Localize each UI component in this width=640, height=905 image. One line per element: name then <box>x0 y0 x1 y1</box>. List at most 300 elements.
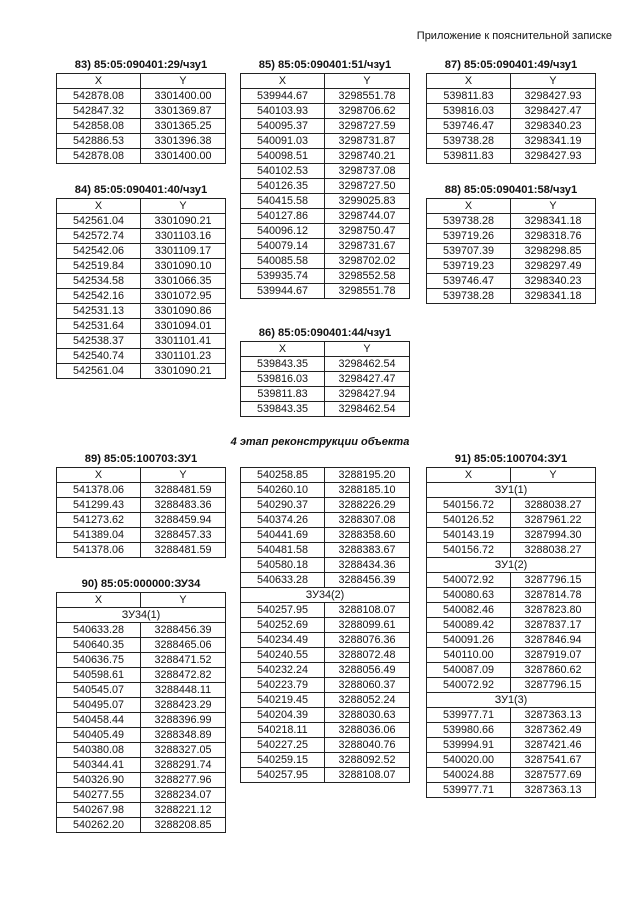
y-coordinate: 3288052.24 <box>325 693 410 708</box>
coordinate-row <box>241 483 410 498</box>
coordinate-row <box>427 618 596 633</box>
parcel-block-86 <box>240 326 410 417</box>
y-coordinate: 3298341.19 <box>511 134 596 149</box>
y-column-header: Y <box>141 593 226 608</box>
x-coordinate: 542858.08 <box>57 119 141 134</box>
x-coordinate: 540441.69 <box>241 528 325 543</box>
y-coordinate: 3288307.08 <box>325 513 410 528</box>
x-coordinate: 539738.28 <box>427 289 511 304</box>
coordinate-row <box>57 743 226 758</box>
y-column-header: Y <box>325 74 410 89</box>
parcel-block-85 <box>240 58 410 299</box>
coordinate-row <box>241 513 410 528</box>
coordinate-row <box>57 638 226 653</box>
y-coordinate: 3298551.78 <box>325 284 410 299</box>
header-row <box>57 468 226 483</box>
x-coordinate: 540219.45 <box>241 693 325 708</box>
coordinate-row <box>57 498 226 513</box>
coordinates-table <box>56 467 226 558</box>
coordinate-row <box>241 89 410 104</box>
x-coordinate: 540102.53 <box>241 164 325 179</box>
x-coordinate: 542542.06 <box>57 244 141 259</box>
coordinates-table <box>426 467 596 798</box>
y-coordinate: 3288108.07 <box>325 768 410 783</box>
y-coordinate: 3288456.39 <box>325 573 410 588</box>
header-row <box>241 74 410 89</box>
coordinates-table <box>56 73 226 164</box>
y-coordinate: 3287919.07 <box>511 648 596 663</box>
y-column-header: Y <box>511 468 596 483</box>
coordinate-row <box>57 623 226 638</box>
parcel-block-90 <box>56 577 226 833</box>
x-coordinate: 540223.79 <box>241 678 325 693</box>
y-coordinate: 3298427.93 <box>511 89 596 104</box>
x-coordinate: 539811.83 <box>241 387 325 402</box>
y-coordinate: 3288481.59 <box>141 483 226 498</box>
coordinate-row <box>241 269 410 284</box>
coordinate-row <box>427 274 596 289</box>
coordinate-row <box>57 229 226 244</box>
y-column-header: Y <box>141 74 226 89</box>
x-coordinate: 540257.95 <box>241 603 325 618</box>
x-coordinate: 542542.16 <box>57 289 141 304</box>
y-coordinate: 3288434.36 <box>325 558 410 573</box>
parcel-block-88 <box>426 183 596 304</box>
coordinate-row <box>427 573 596 588</box>
coordinate-row <box>57 788 226 803</box>
x-coordinate: 539816.03 <box>241 372 325 387</box>
header-row <box>57 593 226 608</box>
x-coordinate: 540258.85 <box>241 468 325 483</box>
y-coordinate: 3287846.94 <box>511 633 596 648</box>
y-coordinate: 3298552.58 <box>325 269 410 284</box>
coordinate-row <box>241 134 410 149</box>
x-coordinate: 540020.00 <box>427 753 511 768</box>
y-column-header: Y <box>141 199 226 214</box>
x-coordinate: 540091.26 <box>427 633 511 648</box>
coordinate-row <box>57 698 226 713</box>
y-coordinate: 3298297.49 <box>511 259 596 274</box>
header-row <box>427 468 596 483</box>
y-coordinate: 3298341.18 <box>511 289 596 304</box>
x-coordinate: 540240.55 <box>241 648 325 663</box>
coordinate-row <box>241 558 410 573</box>
x-coordinate: 540380.08 <box>57 743 141 758</box>
y-coordinate: 3301365.25 <box>141 119 226 134</box>
y-coordinate: 3288291.74 <box>141 758 226 773</box>
x-coordinate: 540633.28 <box>57 623 141 638</box>
coordinates-table <box>240 73 410 299</box>
x-coordinate: 540085.58 <box>241 254 325 269</box>
coordinate-row <box>57 543 226 558</box>
x-coordinate: 542531.64 <box>57 319 141 334</box>
x-coordinate: 540080.63 <box>427 588 511 603</box>
coordinate-row <box>427 528 596 543</box>
coordinate-row <box>427 513 596 528</box>
coordinate-row <box>57 214 226 229</box>
coordinate-row <box>57 364 226 379</box>
coordinate-row <box>427 229 596 244</box>
coordinates-table <box>240 467 410 783</box>
x-coordinate: 542531.13 <box>57 304 141 319</box>
y-coordinate: 3301396.38 <box>141 134 226 149</box>
y-coordinate: 3299025.83 <box>325 194 410 209</box>
y-coordinate: 3287577.69 <box>511 768 596 783</box>
y-coordinate: 3288108.07 <box>325 603 410 618</box>
y-coordinate: 3298427.47 <box>511 104 596 119</box>
coordinate-row <box>57 513 226 528</box>
y-coordinate: 3288358.60 <box>325 528 410 543</box>
x-column-header: X <box>57 593 141 608</box>
x-coordinate: 540143.19 <box>427 528 511 543</box>
x-coordinate: 539719.26 <box>427 229 511 244</box>
y-coordinate: 3288396.99 <box>141 713 226 728</box>
coordinate-row <box>241 768 410 783</box>
x-coordinate: 540598.61 <box>57 668 141 683</box>
x-coordinate: 540024.88 <box>427 768 511 783</box>
subparcel-label: ЗУ34(1) <box>57 608 226 623</box>
coordinate-row <box>57 259 226 274</box>
x-coordinate: 539738.28 <box>427 214 511 229</box>
x-coordinate: 540481.58 <box>241 543 325 558</box>
x-coordinate: 540374.26 <box>241 513 325 528</box>
y-coordinate: 3288185.10 <box>325 483 410 498</box>
x-coordinate: 539944.67 <box>241 284 325 299</box>
y-coordinate: 3298462.54 <box>325 402 410 417</box>
y-coordinate: 3287961.22 <box>511 513 596 528</box>
appendix-note: Приложение к пояснительной записке <box>416 30 612 42</box>
y-coordinate: 3288471.52 <box>141 653 226 668</box>
x-column-header: X <box>57 468 141 483</box>
x-column-header: X <box>57 199 141 214</box>
x-coordinate: 539707.39 <box>427 244 511 259</box>
coordinate-row <box>427 753 596 768</box>
x-coordinate: 540127.86 <box>241 209 325 224</box>
coordinate-row <box>57 349 226 364</box>
y-coordinate: 3288092.52 <box>325 753 410 768</box>
coordinate-row <box>57 304 226 319</box>
x-coordinate: 540580.18 <box>241 558 325 573</box>
subparcel-row <box>427 693 596 708</box>
y-coordinate: 3288459.94 <box>141 513 226 528</box>
x-coordinate: 540072.92 <box>427 678 511 693</box>
y-coordinate: 3301400.00 <box>141 149 226 164</box>
header-row <box>57 199 226 214</box>
y-coordinate: 3288448.11 <box>141 683 226 698</box>
y-coordinate: 3301090.86 <box>141 304 226 319</box>
coordinate-row <box>427 768 596 783</box>
coordinate-row <box>241 209 410 224</box>
x-coordinate: 542538.37 <box>57 334 141 349</box>
x-coordinate: 540277.55 <box>57 788 141 803</box>
y-coordinate: 3287362.49 <box>511 723 596 738</box>
coordinate-row <box>427 603 596 618</box>
y-coordinate: 3298727.59 <box>325 119 410 134</box>
header-row <box>57 74 226 89</box>
x-coordinate: 540636.75 <box>57 653 141 668</box>
y-coordinate: 3298744.07 <box>325 209 410 224</box>
coordinate-row <box>241 357 410 372</box>
coordinate-row <box>427 104 596 119</box>
y-coordinate: 3301090.21 <box>141 364 226 379</box>
x-coordinate: 539944.67 <box>241 89 325 104</box>
coordinate-row <box>57 818 226 833</box>
header-row <box>427 199 596 214</box>
y-coordinate: 3288221.12 <box>141 803 226 818</box>
x-coordinate: 540415.58 <box>241 194 325 209</box>
coordinate-row <box>427 119 596 134</box>
x-coordinate: 540458.44 <box>57 713 141 728</box>
y-coordinate: 3301090.21 <box>141 214 226 229</box>
y-coordinate: 3287796.15 <box>511 678 596 693</box>
x-coordinate: 542847.32 <box>57 104 141 119</box>
y-coordinate: 3288060.37 <box>325 678 410 693</box>
coordinate-row <box>241 573 410 588</box>
x-coordinate: 540110.00 <box>427 648 511 663</box>
x-coordinate: 540290.37 <box>241 498 325 513</box>
coordinate-row <box>57 758 226 773</box>
y-coordinate: 3301066.35 <box>141 274 226 289</box>
y-coordinate: 3301090.10 <box>141 259 226 274</box>
y-coordinate: 3288481.59 <box>141 543 226 558</box>
x-coordinate: 539816.03 <box>427 104 511 119</box>
coordinate-row <box>241 254 410 269</box>
x-coordinate: 542886.53 <box>57 134 141 149</box>
y-coordinate: 3288348.89 <box>141 728 226 743</box>
y-coordinate: 3287837.17 <box>511 618 596 633</box>
block-title: 83) 85:05:090401:29/чзу1 <box>74 59 208 71</box>
coordinate-row <box>241 119 410 134</box>
coordinate-row <box>241 164 410 179</box>
y-coordinate: 3298462.54 <box>325 357 410 372</box>
stage-title: 4 этап реконструкции объекта <box>230 436 410 448</box>
x-coordinate: 540227.25 <box>241 738 325 753</box>
coordinate-row <box>57 653 226 668</box>
subparcel-row <box>427 483 596 498</box>
y-coordinate: 3298731.87 <box>325 134 410 149</box>
y-coordinate: 3287814.78 <box>511 588 596 603</box>
y-coordinate: 3298340.23 <box>511 119 596 134</box>
x-coordinate: 542561.04 <box>57 364 141 379</box>
coordinates-table <box>56 592 226 833</box>
y-coordinate: 3298298.85 <box>511 244 596 259</box>
subparcel-row <box>241 588 410 603</box>
coordinate-row <box>57 149 226 164</box>
x-coordinate: 539811.83 <box>427 149 511 164</box>
coordinate-row <box>57 274 226 289</box>
y-coordinate: 3288040.76 <box>325 738 410 753</box>
y-coordinate: 3288327.05 <box>141 743 226 758</box>
coordinate-row <box>427 663 596 678</box>
coordinate-row <box>241 693 410 708</box>
coordinate-row <box>57 668 226 683</box>
x-column-header: X <box>57 74 141 89</box>
y-coordinate: 3288099.61 <box>325 618 410 633</box>
y-coordinate: 3288456.39 <box>141 623 226 638</box>
coordinate-row <box>427 648 596 663</box>
x-coordinate: 540252.69 <box>241 618 325 633</box>
x-coordinate: 541378.06 <box>57 543 141 558</box>
y-coordinate: 3288234.07 <box>141 788 226 803</box>
parcel-block-90-continued <box>240 452 410 783</box>
y-coordinate: 3301369.87 <box>141 104 226 119</box>
y-coordinate: 3298727.50 <box>325 179 410 194</box>
x-coordinate: 540633.28 <box>241 573 325 588</box>
x-coordinate: 540257.95 <box>241 768 325 783</box>
y-coordinate: 3298750.47 <box>325 224 410 239</box>
block-title: 91) 85:05:100704:ЗУ1 <box>454 453 568 465</box>
coordinate-row <box>427 244 596 259</box>
x-coordinate: 540640.35 <box>57 638 141 653</box>
subparcel-row <box>57 608 226 623</box>
x-coordinate: 539746.47 <box>427 274 511 289</box>
coordinate-row <box>57 483 226 498</box>
y-coordinate: 3301400.00 <box>141 89 226 104</box>
coordinates-table <box>426 198 596 304</box>
x-coordinate: 539935.74 <box>241 269 325 284</box>
x-coordinate: 540326.90 <box>57 773 141 788</box>
coordinate-row <box>427 723 596 738</box>
coordinate-row <box>57 104 226 119</box>
y-coordinate: 3288072.48 <box>325 648 410 663</box>
coordinate-row <box>241 104 410 119</box>
x-coordinate: 540156.72 <box>427 543 511 558</box>
coordinate-row <box>241 498 410 513</box>
x-coordinate: 540103.93 <box>241 104 325 119</box>
x-coordinate: 539811.83 <box>427 89 511 104</box>
x-coordinate: 539994.91 <box>427 738 511 753</box>
coordinate-row <box>57 319 226 334</box>
parcel-block-91 <box>426 452 596 798</box>
parcel-block-89 <box>56 452 226 558</box>
coordinate-row <box>57 289 226 304</box>
x-column-header: X <box>427 199 511 214</box>
y-coordinate: 3298740.21 <box>325 149 410 164</box>
y-coordinate: 3288195.20 <box>325 468 410 483</box>
x-coordinate: 542540.74 <box>57 349 141 364</box>
y-coordinate: 3288076.36 <box>325 633 410 648</box>
x-coordinate: 542519.84 <box>57 259 141 274</box>
coordinate-row <box>241 753 410 768</box>
coordinate-row <box>57 773 226 788</box>
x-coordinate: 542561.04 <box>57 214 141 229</box>
coordinate-row <box>241 708 410 723</box>
block-title: 86) 85:05:090401:44/чзу1 <box>258 327 392 339</box>
coordinate-row <box>57 683 226 698</box>
header-row <box>427 74 596 89</box>
block-title: 87) 85:05:090401:49/чзу1 <box>444 59 578 71</box>
y-coordinate: 3288038.27 <box>511 498 596 513</box>
y-coordinate: 3298737.08 <box>325 164 410 179</box>
y-coordinate: 3287421.46 <box>511 738 596 753</box>
x-coordinate: 542534.58 <box>57 274 141 289</box>
coordinate-row <box>241 402 410 417</box>
x-coordinate: 539843.35 <box>241 357 325 372</box>
coordinate-row <box>241 468 410 483</box>
y-column-header: Y <box>325 342 410 357</box>
x-coordinate: 541389.04 <box>57 528 141 543</box>
y-coordinate: 3298427.93 <box>511 149 596 164</box>
y-coordinate: 3298341.18 <box>511 214 596 229</box>
coordinate-row <box>241 723 410 738</box>
coordinate-row <box>57 728 226 743</box>
y-coordinate: 3288036.06 <box>325 723 410 738</box>
header-row <box>241 342 410 357</box>
y-coordinate: 3287541.67 <box>511 753 596 768</box>
x-coordinate: 540545.07 <box>57 683 141 698</box>
y-coordinate: 3301101.23 <box>141 349 226 364</box>
subparcel-label: ЗУ34(2) <box>241 588 410 603</box>
block-title: 89) 85:05:100703:ЗУ1 <box>84 453 198 465</box>
x-coordinate: 540156.72 <box>427 498 511 513</box>
y-coordinate: 3287796.15 <box>511 573 596 588</box>
y-coordinate: 3288226.29 <box>325 498 410 513</box>
coordinate-row <box>427 149 596 164</box>
coordinate-row <box>427 588 596 603</box>
coordinate-row <box>57 119 226 134</box>
x-coordinate: 540095.37 <box>241 119 325 134</box>
parcel-block-83 <box>56 58 226 164</box>
x-coordinate: 540091.03 <box>241 134 325 149</box>
coordinate-row <box>241 239 410 254</box>
coordinates-table <box>426 73 596 164</box>
x-coordinate: 539738.28 <box>427 134 511 149</box>
x-coordinate: 540405.49 <box>57 728 141 743</box>
y-coordinate: 3288465.06 <box>141 638 226 653</box>
coordinate-row <box>427 214 596 229</box>
y-coordinate: 3301094.01 <box>141 319 226 334</box>
y-coordinate: 3301072.95 <box>141 289 226 304</box>
y-coordinate: 3301101.41 <box>141 334 226 349</box>
x-coordinate: 540126.35 <box>241 179 325 194</box>
x-coordinate: 541378.06 <box>57 483 141 498</box>
x-coordinate: 540079.14 <box>241 239 325 254</box>
x-coordinate: 540259.15 <box>241 753 325 768</box>
coordinate-row <box>427 783 596 798</box>
x-coordinate: 541299.43 <box>57 498 141 513</box>
subparcel-label: ЗУ1(1) <box>427 483 596 498</box>
coordinate-row <box>241 528 410 543</box>
x-coordinate: 540204.39 <box>241 708 325 723</box>
coordinate-row <box>427 708 596 723</box>
coordinate-row <box>241 633 410 648</box>
x-column-header: X <box>241 342 325 357</box>
y-coordinate: 3287860.62 <box>511 663 596 678</box>
y-coordinate: 3288277.96 <box>141 773 226 788</box>
coordinate-row <box>57 713 226 728</box>
x-coordinate: 540087.09 <box>427 663 511 678</box>
x-coordinate: 540344.41 <box>57 758 141 773</box>
coordinate-row <box>241 149 410 164</box>
subparcel-row <box>427 558 596 573</box>
coordinate-row <box>57 244 226 259</box>
y-coordinate: 3288383.67 <box>325 543 410 558</box>
coordinate-row <box>427 543 596 558</box>
x-coordinate: 539746.47 <box>427 119 511 134</box>
coordinate-row <box>57 528 226 543</box>
coordinate-row <box>241 194 410 209</box>
y-coordinate: 3298427.47 <box>325 372 410 387</box>
x-coordinate: 540234.49 <box>241 633 325 648</box>
block-title: 88) 85:05:090401:58/чзу1 <box>444 184 578 196</box>
y-coordinate: 3301109.17 <box>141 244 226 259</box>
coordinate-row <box>427 134 596 149</box>
coordinate-row <box>57 803 226 818</box>
coordinate-row <box>57 334 226 349</box>
x-coordinate: 542878.08 <box>57 149 141 164</box>
coordinate-row <box>427 633 596 648</box>
y-coordinate: 3288030.63 <box>325 708 410 723</box>
